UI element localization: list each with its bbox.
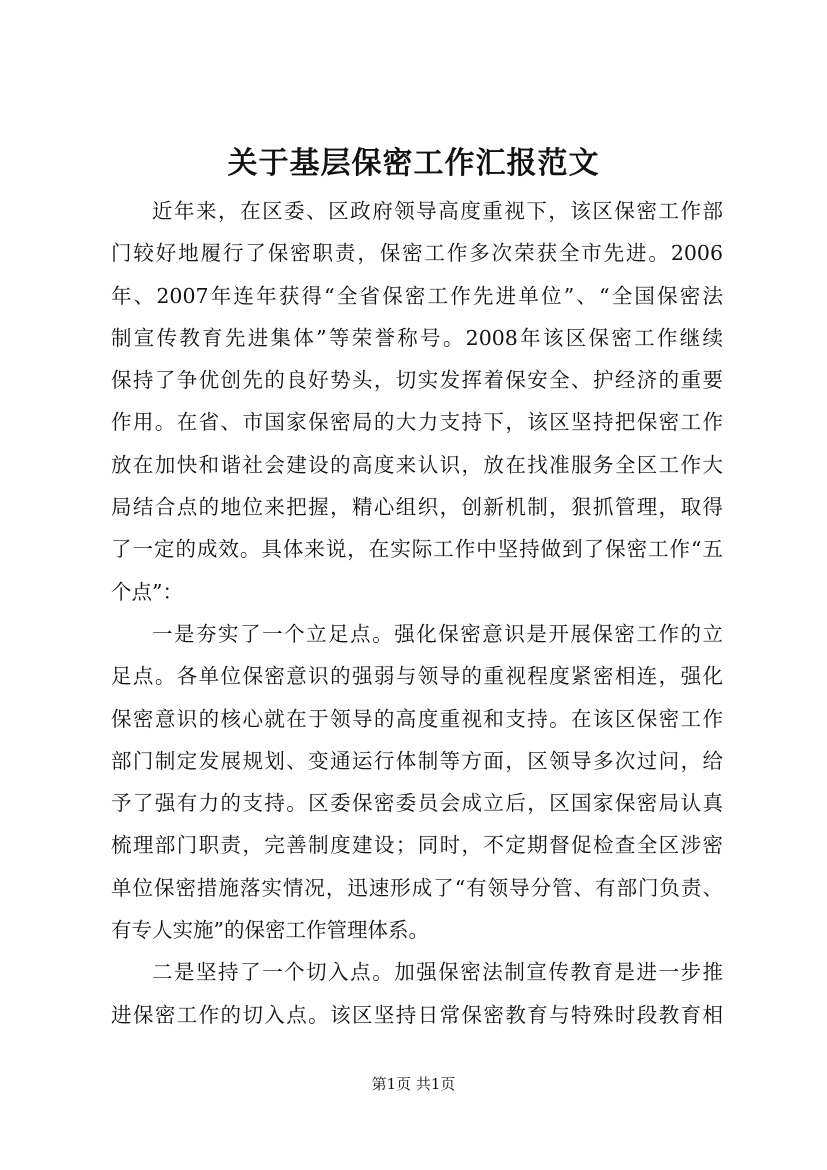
paragraph-line: 近年来，在区委、区政府领导高度重视下，该区保密工作部	[152, 199, 723, 223]
paragraph-line: 梳理部门职责，完善制度建设；同时，不定期督促检查全区涉密	[111, 833, 723, 858]
paragraph-line: 予了强有力的支持。区委保密委员会成立后，区国家保密局认真	[111, 791, 723, 816]
paragraph-line: 一是夯实了一个立足点。强化保密意识是开展保密工作的立	[152, 621, 723, 646]
paragraph-line: 保持了争优创先的良好势头，切实发挥着保安全、护经济的重要	[111, 368, 723, 393]
document-title: 关于基层保密工作汇报范文	[227, 146, 600, 181]
paragraph-line: 单位保密措施落实情况，迅速形成了“有领导分管、有部门负责、	[111, 875, 723, 900]
document-body	[111, 190, 723, 1036]
paragraph-line: 放在加快和谐社会建设的高度来认识，放在找准服务全区工作大	[111, 452, 723, 477]
paragraph-line: 部门制定发展规划、变通运行体制等方面，区领导多次过问，给	[111, 748, 723, 773]
paragraph-line: 进保密工作的切入点。该区坚持日常保密教育与特殊时段教育相	[111, 1002, 723, 1027]
paragraph-line: 年、2007年连年获得“全省保密工作先进单位”、“全国保密法	[111, 283, 723, 308]
paragraph-line: 保密意识的核心就在于领导的高度重视和支持。在该区保密工作	[111, 706, 723, 731]
paragraph-line: 局结合点的地位来把握，精心组织，创新机制，狠抓管理，取得	[111, 495, 723, 520]
paragraph-line: 了一定的成效。具体来说，在实际工作中坚持做到了保密工作“五	[111, 537, 723, 562]
paragraph-line: 足点。各单位保密意识的强弱与领导的重视程度紧密相连，强化	[111, 664, 723, 689]
paragraph-line: 有专人实施”的保密工作管理体系。	[111, 918, 429, 943]
page-footer: 第1页 共1页	[371, 1075, 456, 1093]
paragraph-line: 制宣传教育先进集体”等荣誉称号。2008年该区保密工作继续	[111, 325, 723, 350]
paragraph-line: 门较好地履行了保密职责，保密工作多次荣获全市先进。2006	[111, 241, 723, 266]
paragraph-line: 个点”：	[111, 579, 183, 604]
paragraph-line: 二是坚持了一个切入点。加强保密法制宣传教育是进一步推	[152, 960, 723, 985]
paragraph-line: 作用。在省、市国家保密局的大力支持下，该区坚持把保密工作	[111, 410, 723, 435]
